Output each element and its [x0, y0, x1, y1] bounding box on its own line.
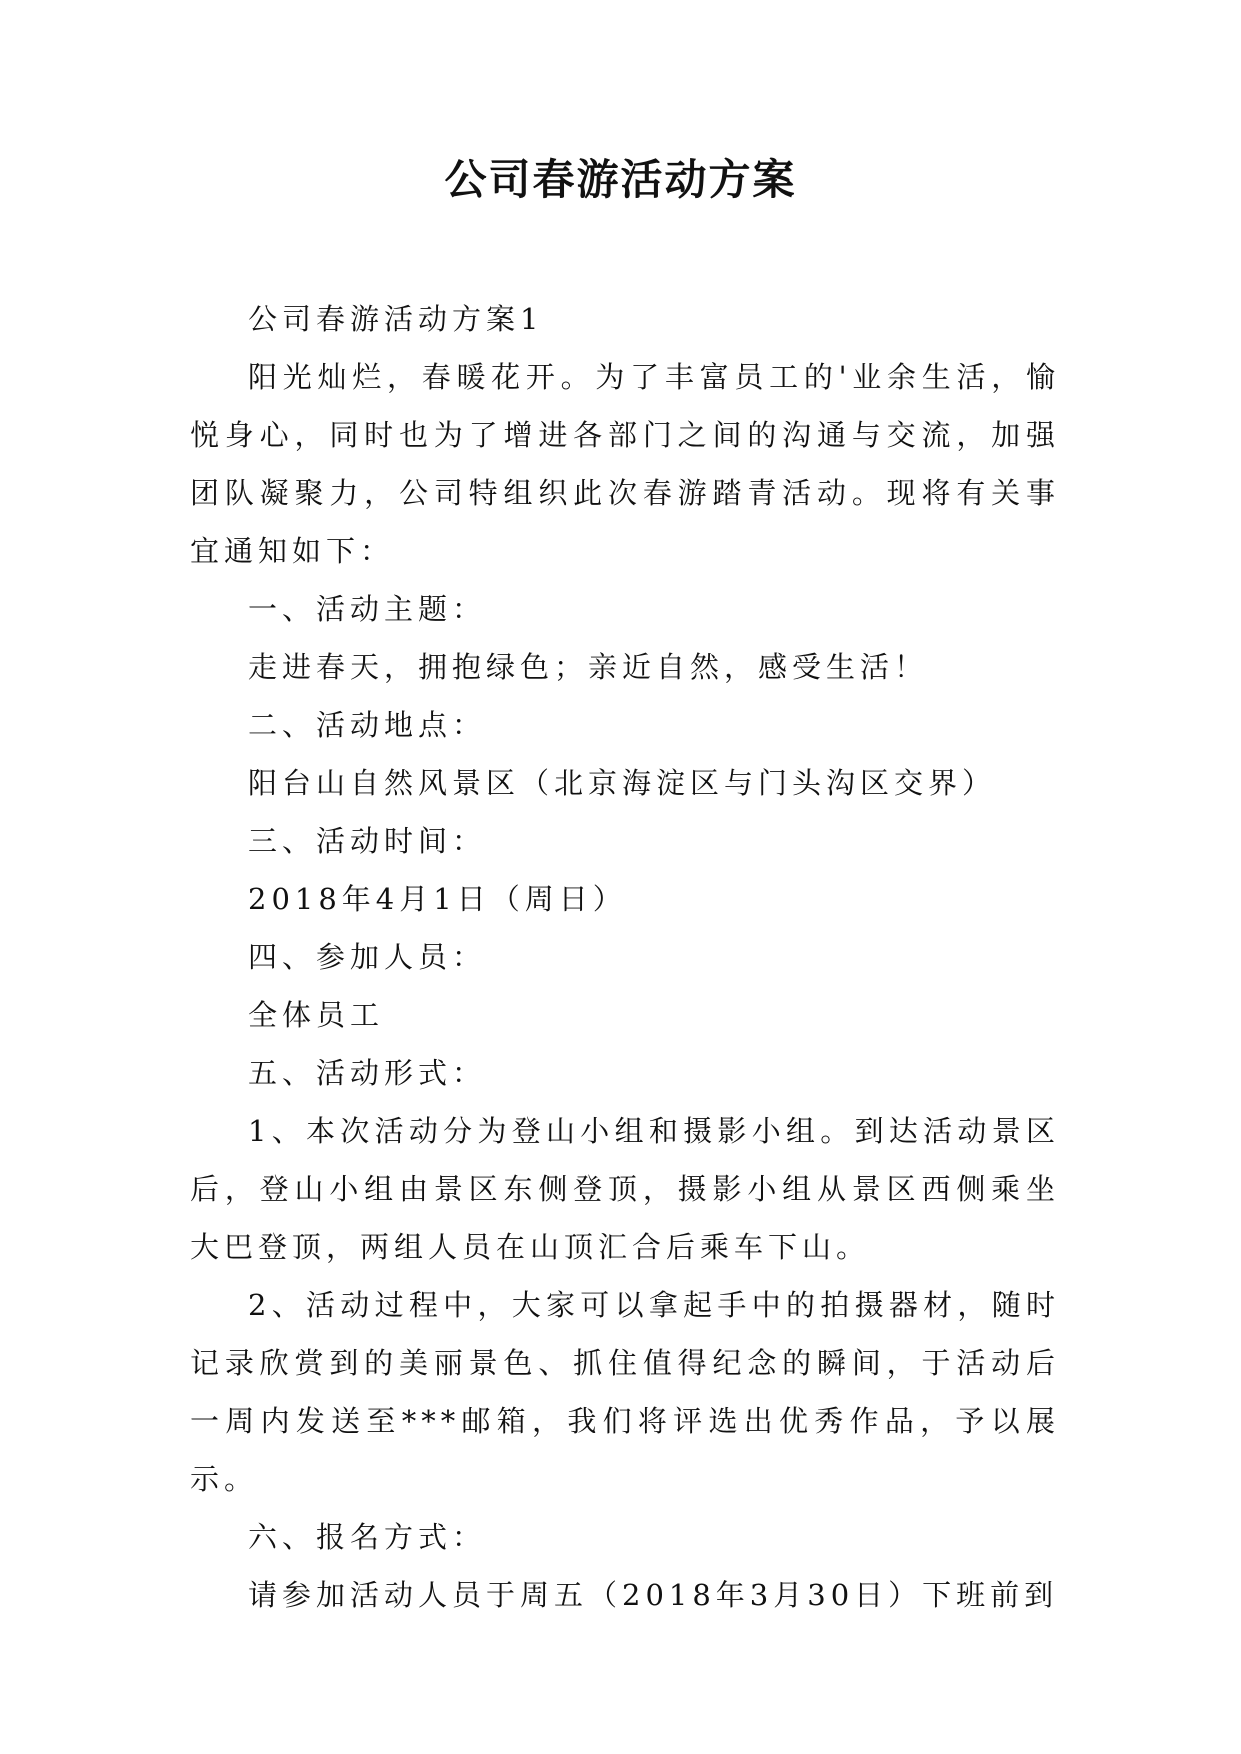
heading-format: 五、活动形式： [248, 1056, 487, 1090]
heading-time: 三、活动时间： [248, 824, 487, 858]
heading-location: 二、活动地点： [248, 708, 487, 742]
paragraph-subtitle: 公司春游活动方案1 [248, 302, 544, 336]
paragraph-participants: 全体员工 [248, 998, 385, 1032]
paragraph-registration: 请参加活动人员于周五（2018年3月30日）下班前到 [248, 1578, 1059, 1612]
paragraph-format-1: 1、本次活动分为登山小组和摄影小组。到达活动景区后，登山小组由景区东侧登顶，摄影小组从景区西侧乘坐大巴登顶，两组人员在山顶汇合后乘车下山。 [190, 1114, 1060, 1264]
heading-participants: 四、参加人员： [248, 940, 487, 974]
paragraph-intro: 阳光灿烂，春暖花开。为了丰富员工的'业余生活，愉悦身心，同时也为了增进各部门之间的沟通与交流，加强团队凝聚力，公司特组织此次春游踏青活动。现将有关事宜通知如下： [190, 360, 1060, 568]
heading-registration: 六、报名方式： [248, 1520, 487, 1554]
paragraph-format-2: 2、活动过程中，大家可以拿起手中的拍摄器材，随时记录欣赏到的美丽景色、抓住值得纪念的瞬间，于活动后一周内发送至***邮箱，我们将评选出优秀作品，予以展示。 [190, 1288, 1060, 1496]
document-title: 公司春游活动方案 [444, 155, 797, 204]
paragraph-theme: 走进春天，拥抱绿色；亲近自然，感受生活！ [248, 650, 929, 684]
heading-theme: 一、活动主题： [248, 592, 487, 626]
paragraph-time: 2018年4月1日（周日） [248, 882, 627, 916]
paragraph-location: 阳台山自然风景区（北京海淀区与门头沟区交界） [248, 766, 997, 800]
document-body [190, 290, 1060, 1624]
